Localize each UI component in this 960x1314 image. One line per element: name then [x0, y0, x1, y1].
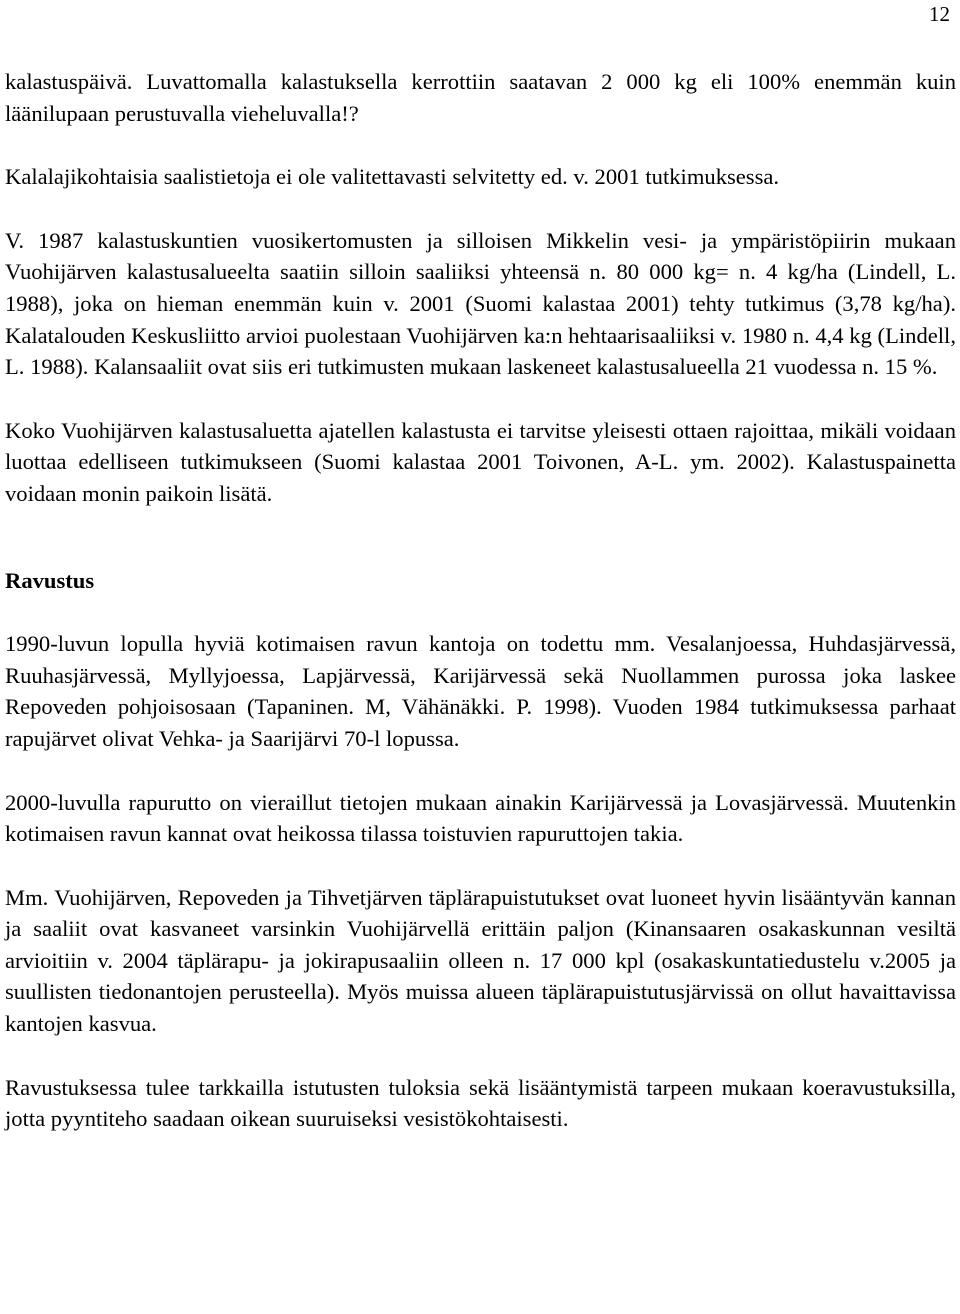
paragraph-crayfish-monitoring: Ravustuksessa tulee tarkkailla istutusten tuloksia sekä lisääntymistä tarpeen mukaan koeravustuksilla, jotta pyyntiteho saadaan oikean suuruiseksi vesistökohtaisesti.	[5, 1074, 956, 1132]
paragraph-signal-crayfish: Mm. Vuohijärven, Repoveden ja Tihvetjärven täplärapuistutukset ovat luoneet hyvin lisääntyvän kannan ja saaliit ovat kasvaneet varsinkin Vuohijärvellä erittäin paljon (Kinansaaren osakaskunnan vesiltä arvioitiin v. 2004 täplärapu- ja jokirapusaaliin olleen n. 17 000 kpl (osakaskuntatiedustelu v.2005 ja suullisten tiedonantojen perusteella). Myös muissa alueen täplärapuistutusjärvissä on ollut havaittavissa kantojen kasvua.	[5, 884, 956, 1037]
section-heading-ravustus: Ravustus	[5, 567, 95, 593]
paragraph-crayfish-plague: 2000-luvulla rapurutto on vieraillut tietojen mukaan ainakin Karijärvessä ja Lovasjärvessä. Muutenkin kotimaisen ravun kannat ovat heikossa tilassa toistuvien rapuruttojen takia.	[5, 789, 956, 847]
paragraph-catch-illegal-fishing: kalastuspäivä. Luvattomalla kalastuksella kerrottiin saatavan 2 000 kg eli 100% enemmän kuin läänilupaan perustuvalla vieheluvalla!?	[5, 69, 956, 126]
paragraph-catch-history: V. 1987 kalastuskuntien vuosikertomusten ja silloisen Mikkelin vesi- ja ympäristöpiirin mukaan Vuohijärven kalastusalueelta saatiin silloin saaliiksi yhteensä n. 80 000 kg= n. 4 kg/ha (Lindell, L. 1988), joka on hieman enemmän kuin v. 2001 (Suomi kalastaa 2001) tehty tutkimus (3,78 kg/ha). Kalatalouden Keskusliitto arvioi puolestaan Vuohijärven ka:n hehtaarisaaliiksi v. 1980 n. 4,4 kg (Lindell, L. 1988). Kalansaaliit ovat siis eri tutkimusten mukaan laskeneet kalastusalueella 21 vuodessa n. 15 %.	[5, 227, 956, 380]
document-body	[5, 66, 956, 1135]
paragraph-species-data: Kalalajikohtaisia saalistietoja ei ole valitettavasti selvitetty ed. v. 2001 tutkimuksessa.	[5, 164, 780, 190]
page-number: 12	[929, 2, 950, 26]
paragraph-fishing-pressure: Koko Vuohijärven kalastusaluetta ajatellen kalastusta ei tarvitse yleisesti ottaen rajoittaa, mikäli voidaan luottaa edelliseen tutkimukseen (Suomi kalastaa 2001 Toivonen, A-L. ym. 2002). Kalastuspainetta voidaan monin paikoin lisätä.	[5, 417, 956, 506]
paragraph-crayfish-stocks-1990s: 1990-luvun lopulla hyviä kotimaisen ravun kantoja on todettu mm. Vesalanjoessa, Huhdasjärvessä, Ruuhasjärvessä, Myllyjoessa, Lapjärvessä, Karijärvessä sekä Nuollammen purossa joka laskee Repoveden pohjoisosaan (Tapaninen. M, Vähänäkki. P. 1998). Vuoden 1984 tutkimuksessa parhaat rapujärvet olivat Vehka- ja Saarijärvi 70-l lopussa.	[5, 631, 956, 751]
